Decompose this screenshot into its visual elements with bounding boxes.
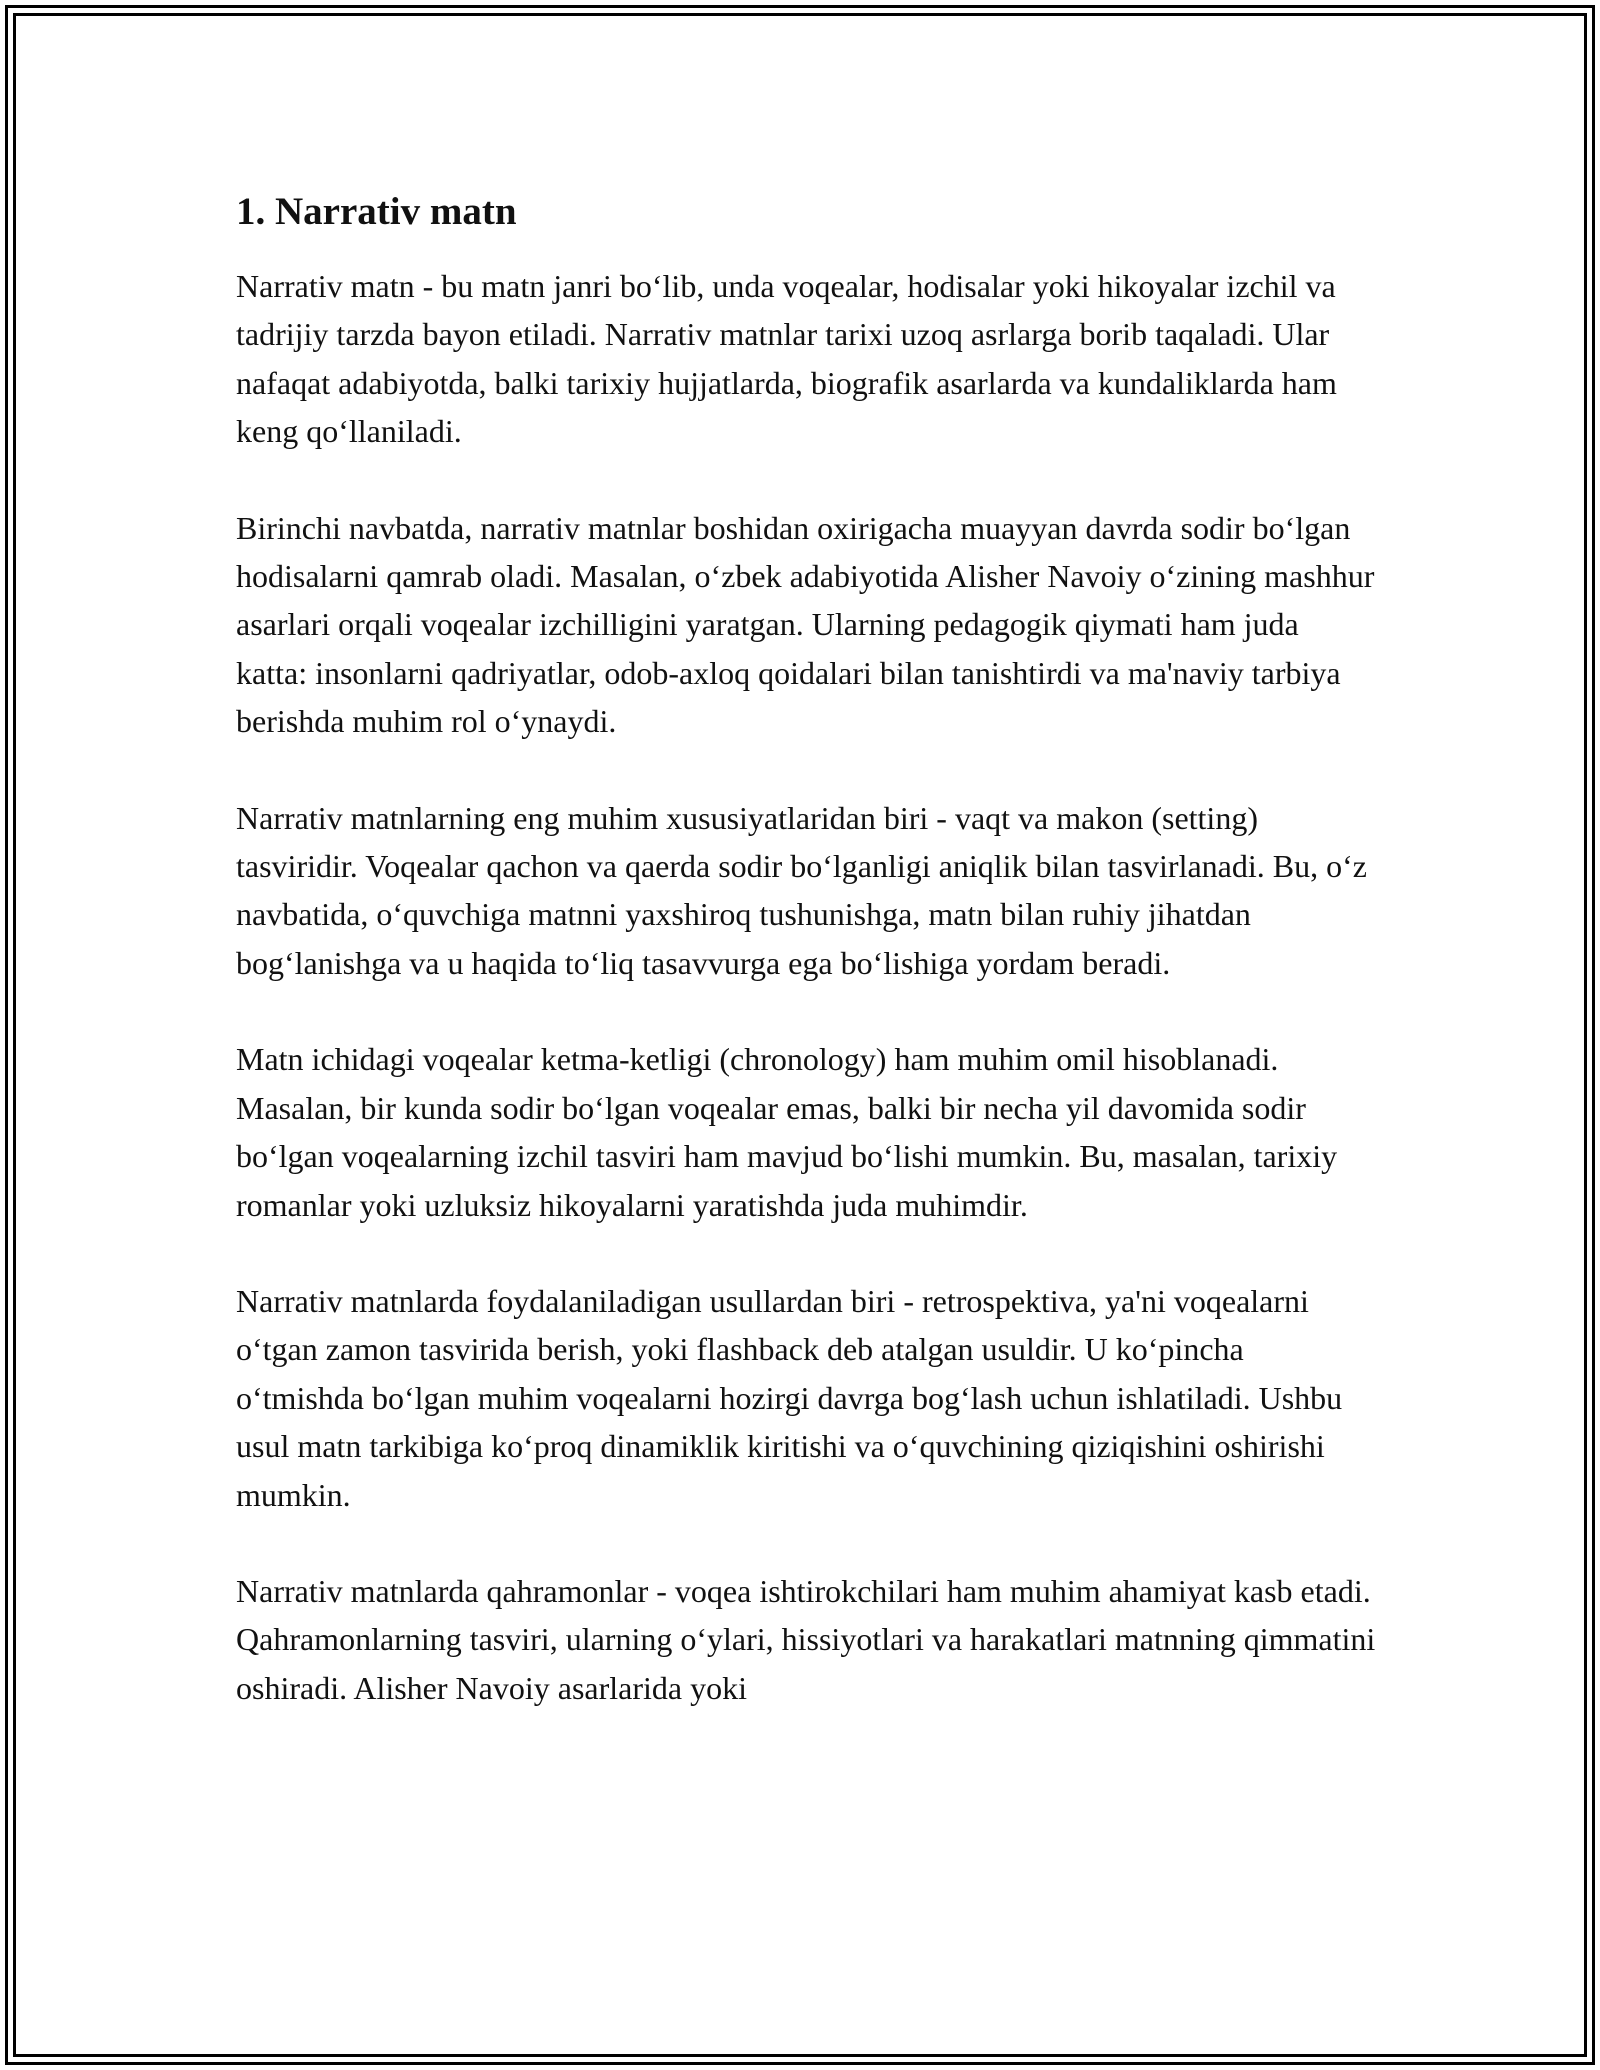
paragraph-chronology: Matn ichidagi voqealar ketma-ketligi (chronology) ham muhim omil hisoblanadi. Masalan, bir kunda sodir bo‘lgan voqealar emas, balki bir necha yil davomida sodir bo‘lgan voqealarning izchil tasviri ham mavjud bo‘lishi mumkin. Bu, masalan, tarixiy romanlar yoki uzluksiz hikoyalarni yaratishda juda muhimdir. <box>236 1041 1338 1223</box>
paragraph-setting: Narrativ matnlarning eng muhim xususiyatlaridan biri - vaqt va makon (setting) tasviridir. Voqealar qachon va qaerda sodir bo‘lganligi aniqlik bilan tasvirlanadi. Bu, o‘z navbatida, o‘quvchiga matnni yaxshiroq tushunishga, matn bilan ruhiy jihatdan bog‘lanishga va u haqida to‘liq tasavvurga ega bo‘lishiga yordam beradi. <box>236 799 1367 981</box>
paragraph-characters: Narrativ matnlarda qahramonlar - voqea ishtirokchilari ham muhim ahamiyat kasb etadi. Qahramonlarning tasviri, ularning o‘ylari, hissiyotlari va harakatlari matnning qimmatini oshiradi. Alisher Navoiy asarlarida yoki <box>236 1572 1376 1706</box>
paragraph-retrospective: Narrativ matnlarda foydalaniladigan usullardan biri - retrospektiva, ya'ni voqealarni o‘tgan zamon tasvirida berish, yoki flashback deb atalgan usuldir. U ko‘pincha o‘tmishda bo‘lgan muhim voqealarni hozirgi davrga bog‘lash uchun ishlatiladi. Ushbu usul matn tarkibiga ko‘proq dinamiklik kiritishi va o‘quvchining qiziqishini oshirishi mumkin. <box>236 1282 1343 1513</box>
section-heading: 1. Narrativ matn <box>236 190 517 233</box>
paragraph-history: Birinchi navbatda, narrativ matnlar boshidan oxirigacha muayyan davrda sodir bo‘lgan hodisalarni qamrab oladi. Masalan, o‘zbek adabiyotida Alisher Navoiy o‘zining mashhur asarlari orqali voqealar izchilligini yaratgan. Ularning pedagogik qiymati ham juda katta: insonlarni qadriyatlar, odob-axloq qoidalari bilan tanishtirdi va ma'naviy tarbiya berishda muhim rol o‘ynaydi. <box>236 509 1375 740</box>
paragraph-intro: Narrativ matn - bu matn janri bo‘lib, unda voqealar, hodisalar yoki hikoyalar izchil va tadrijiy tarzda bayon etiladi. Narrativ matnlar tarixi uzoq asrlarga borib taqaladi. Ular nafaqat adabiyotda, balki tarixiy hujjatlarda, biografik asarlarda va kundaliklarda ham keng qo‘llaniladi. <box>236 268 1337 450</box>
document-body <box>236 186 1376 1760</box>
